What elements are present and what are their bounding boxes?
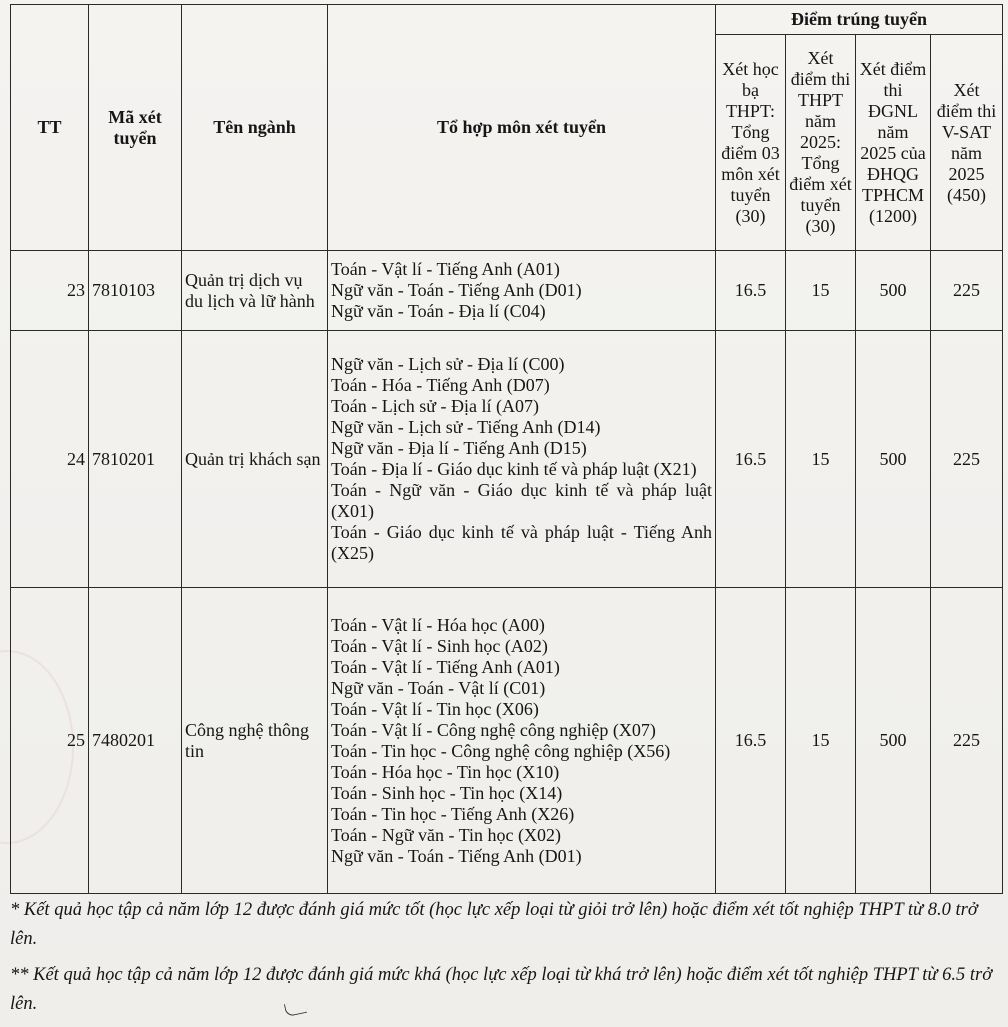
combo-item: Toán - Hóa học - Tin học (X10) (331, 761, 560, 782)
header-score-vsat: Xét điểm thi V-SAT năm 2025 (450) (931, 35, 1003, 251)
table-row (11, 331, 1003, 588)
header-code: Mã xét tuyển (89, 5, 182, 251)
combo-item: Toán - Vật lí - Tin học (X06) (331, 698, 539, 719)
row-combos (328, 251, 716, 331)
combo-item: Toán - Vật lí - Tiếng Anh (A01) (331, 656, 560, 677)
combo-item: Toán - Vật lí - Công nghệ công nghiệp (X07) (331, 719, 656, 740)
score-dgnl: 500 (856, 588, 931, 894)
score-hocba: 16.5 (716, 331, 786, 588)
score-thpt: 15 (786, 331, 856, 588)
score-dgnl: 500 (856, 331, 931, 588)
header-combo: Tổ hợp môn xét tuyển (328, 5, 716, 251)
combo-item: Ngữ văn - Toán - Vật lí (C01) (331, 677, 546, 698)
combo-item: Toán - Ngữ văn - Tin học (X02) (331, 824, 561, 845)
combo-item: Ngữ văn - Lịch sử - Tiếng Anh (D14) (331, 417, 601, 437)
score-vsat: 225 (931, 251, 1003, 331)
combo-item: Ngữ văn - Toán - Tiếng Anh (D01) (331, 845, 582, 866)
row-major: Quản trị dịch vụ du lịch và lữ hành (182, 251, 328, 331)
score-thpt: 15 (786, 251, 856, 331)
row-tt: 23 (11, 251, 89, 331)
combo-item: Toán - Lịch sử - Địa lí (A07) (331, 396, 539, 416)
row-major: Công nghệ thông tin (182, 588, 328, 894)
row-code: 7810201 (89, 331, 182, 588)
footnote-1: * Kết quả học tập cả năm lớp 12 được đánh giá mức tốt (học lực xếp loại từ giỏi trở lên) hoặc điểm xét tốt nghiệp THPT từ 8.0 trở lên. (10, 900, 978, 949)
header-major: Tên ngành (182, 5, 328, 251)
row-combos (328, 331, 716, 588)
combo-item: Toán - Sinh học - Tin học (X14) (331, 782, 563, 803)
row-code: 7480201 (89, 588, 182, 894)
combo-item: Toán - Vật lí - Tiếng Anh (A01) (331, 259, 560, 279)
header-score-dgnl: Xét điểm thi ĐGNL năm 2025 của ĐHQG TPHCM (1200) (856, 35, 931, 251)
combo-item: Ngữ văn - Lịch sử - Địa lí (C00) (331, 354, 565, 374)
combo-item: Ngữ văn - Toán - Địa lí (C04) (331, 301, 546, 321)
combo-item: Toán - Hóa - Tiếng Anh (D07) (331, 375, 550, 395)
table-row (11, 251, 1003, 331)
score-thpt: 15 (786, 588, 856, 894)
header-score-thpt: Xét điểm thi THPT năm 2025: Tổng điểm xét tuyển (30) (786, 35, 856, 251)
header-score-hocba: Xét học bạ THPT: Tổng điểm 03 môn xét tuyển (30) (716, 35, 786, 251)
footnotes (10, 896, 1000, 1026)
score-hocba: 16.5 (716, 588, 786, 894)
score-dgnl: 500 (856, 251, 931, 331)
combo-item: Toán - Tin học - Tiếng Anh (X26) (331, 803, 575, 824)
score-vsat: 225 (931, 588, 1003, 894)
table-row (11, 588, 1003, 894)
combo-item: Ngữ văn - Địa lí - Tiếng Anh (D15) (331, 438, 587, 458)
header-row-1 (11, 5, 1003, 35)
row-code: 7810103 (89, 251, 182, 331)
header-scores-group: Điểm trúng tuyển (716, 5, 1003, 35)
row-major: Quản trị khách sạn (182, 331, 328, 588)
admission-score-table (10, 4, 1003, 894)
combo-item: Toán - Địa lí - Giáo dục kinh tế và pháp luật (X21) (331, 459, 697, 479)
row-combos (328, 588, 716, 894)
combo-item: Toán - Giáo dục kinh tế và pháp luật - Tiếng Anh (X25) (331, 522, 712, 563)
combo-item: Toán - Ngữ văn - Giáo dục kinh tế và pháp luật (X01) (331, 480, 712, 521)
combo-item: Toán - Vật lí - Hóa học (A00) (331, 614, 545, 635)
score-vsat: 225 (931, 331, 1003, 588)
score-hocba: 16.5 (716, 251, 786, 331)
combo-item: Toán - Tin học - Công nghệ công nghiệp (X56) (331, 740, 671, 761)
combo-item: Toán - Vật lí - Sinh học (A02) (331, 635, 548, 656)
row-tt: 24 (11, 331, 89, 588)
combo-item: Ngữ văn - Toán - Tiếng Anh (D01) (331, 280, 582, 300)
row-tt: 25 (11, 588, 89, 894)
header-tt: TT (11, 5, 89, 251)
footnote-2: ** Kết quả học tập cả năm lớp 12 được đánh giá mức khá (học lực xếp loại từ khá trở lên) hoặc điểm xét tốt nghiệp THPT từ 6.5 trở lên. (10, 965, 993, 1014)
